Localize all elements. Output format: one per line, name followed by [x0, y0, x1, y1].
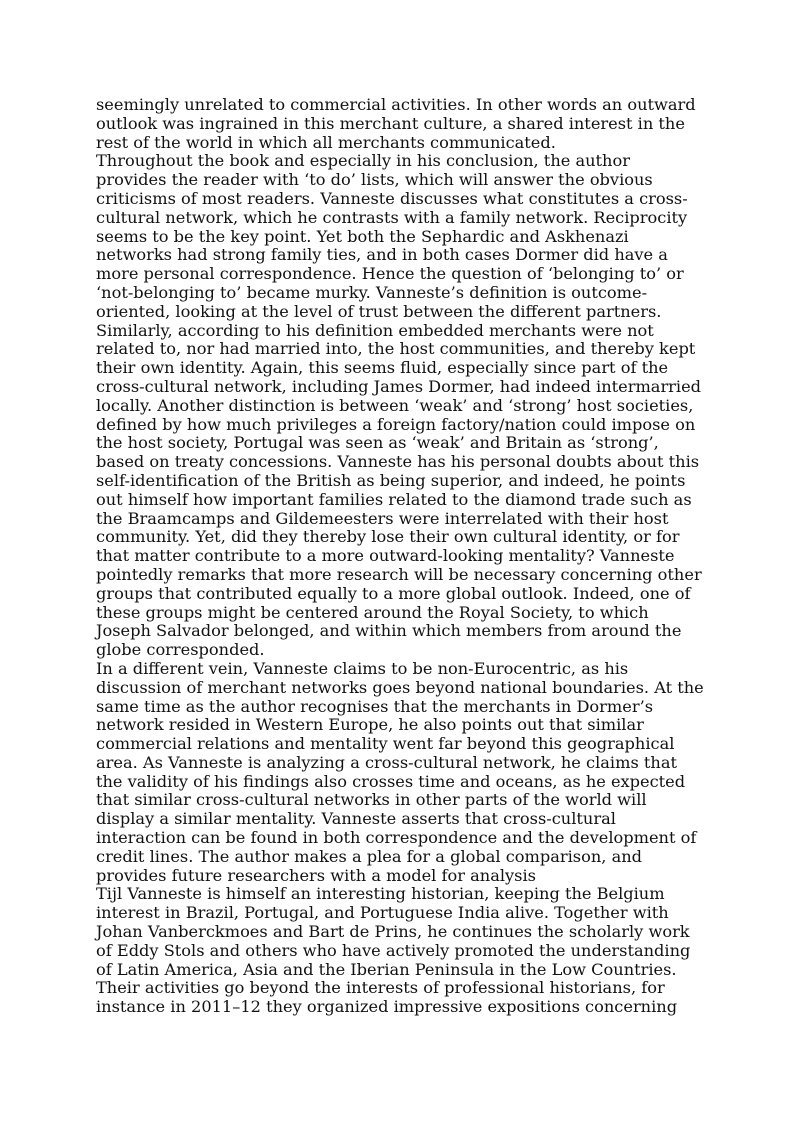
text-line: display a similar mentality. Vanneste asserts that cross-cultural [96, 809, 616, 829]
text-line: commercial relations and mentality went far beyond this geographical [96, 734, 675, 754]
text-line: cultural network, which he contrasts with a family network. Reciprocity [96, 207, 688, 227]
text-line: seems to be the key point. Yet both the Sephardic and Askhenazi [96, 226, 629, 246]
text-line: Johan Vanberckmoes and Bart de Prins, he continues the scholarly work [96, 922, 690, 942]
paragraph [96, 885, 706, 1017]
text-line: network resided in Western Europe, he also points out that similar [96, 715, 644, 735]
text-line: locally. Another distinction is between ‘weak’ and ‘strong’ host societies, [96, 395, 694, 415]
text-line: the validity of his findings also crosses time and oceans, as he expected [96, 771, 686, 791]
text-line: globe corresponded. [96, 640, 265, 660]
text-line: interest in Brazil, Portugal, and Portuguese India alive. Together with [96, 903, 669, 923]
text-line: discussion of merchant networks goes beyond national boundaries. At the [96, 677, 704, 697]
text-line: Throughout the book and especially in his conclusion, the author [96, 151, 630, 171]
text-line: of Eddy Stols and others who have actively promoted the understanding [96, 940, 691, 960]
text-line: more personal correspondence. Hence the question of ‘belonging to’ or [96, 264, 684, 284]
text-line: ‘not-belonging to’ became murky. Vanneste’s definition is outcome- [96, 282, 648, 302]
text-line: community. Yet, did they thereby lose their own cultural identity, or for [96, 527, 680, 547]
text-line: cross-cultural network, including James Dormer, had indeed intermarried [96, 376, 702, 396]
text-line: In a different vein, Vanneste claims to be non-Eurocentric, as his [96, 658, 629, 678]
text-line: interaction can be found in both correspondence and the development of [96, 828, 697, 848]
text-line: Joseph Salvador belonged, and within which members from around the [96, 621, 682, 641]
text-line: these groups might be centered around the Royal Society, to which [96, 602, 649, 622]
text-line: provides the reader with ‘to do’ lists, which will answer the obvious [96, 170, 653, 190]
text-line: that similar cross-cultural networks in other parts of the world will [96, 790, 647, 810]
text-line: criticisms of most readers. Vanneste discusses what constitutes a cross- [96, 188, 688, 208]
text-line: Their activities go beyond the interests of professional historians, for [96, 978, 665, 998]
text-line: related to, nor had married into, the host communities, and thereby kept [96, 339, 696, 359]
text-line: same time as the author recognises that the merchants in Dormer’s [96, 696, 654, 716]
text-line: defined by how much privileges a foreign factory/nation could impose on [96, 414, 696, 434]
text-line: pointedly remarks that more research will be necessary concerning other [96, 564, 702, 584]
text-line: area. As Vanneste is analyzing a cross-cultural network, he claims that [96, 752, 677, 772]
text-line: credit lines. The author makes a plea for a global comparison, and [96, 846, 643, 866]
document-page [96, 96, 706, 1017]
text-line: seemingly unrelated to commercial activities. In other words an outward [96, 95, 696, 114]
paragraph [96, 96, 706, 152]
text-line: Tijl Vanneste is himself an interesting historian, keeping the Belgium [96, 884, 665, 904]
text-line: that matter contribute to a more outward-looking mentality? Vanneste [96, 546, 675, 566]
paragraph [96, 152, 706, 660]
text-line: based on treaty concessions. Vanneste has his personal doubts about this [96, 452, 700, 472]
text-line: groups that contributed equally to a more global outlook. Indeed, one of [96, 583, 691, 603]
text-line: their own identity. Again, this seems fluid, especially since part of the [96, 358, 669, 378]
text-line: instance in 2011–12 they organized impressive expositions concerning [96, 997, 678, 1017]
text-line: the host society, Portugal was seen as ‘weak’ and Britain as ‘strong’, [96, 433, 659, 453]
text-line: the Braamcamps and Gildemeesters were interrelated with their host [96, 508, 669, 528]
text-line: outlook was ingrained in this merchant culture, a shared interest in the [96, 113, 685, 133]
text-line: networks had strong family ties, and in both cases Dormer did have a [96, 245, 668, 265]
text-line: oriented, looking at the level of trust between the different partners. [96, 301, 662, 321]
text-line: Similarly, according to his definition embedded merchants were not [96, 320, 654, 340]
paragraph [96, 660, 706, 886]
text-line: of Latin America, Asia and the Iberian Peninsula in the Low Countries. [96, 959, 677, 979]
text-line: rest of the world in which all merchants communicated. [96, 132, 556, 152]
text-line: provides future researchers with a model for analysis [96, 865, 536, 885]
text-line: self-identification of the British as being superior, and indeed, he points [96, 470, 686, 490]
text-line: out himself how important families related to the diamond trade such as [96, 489, 692, 509]
